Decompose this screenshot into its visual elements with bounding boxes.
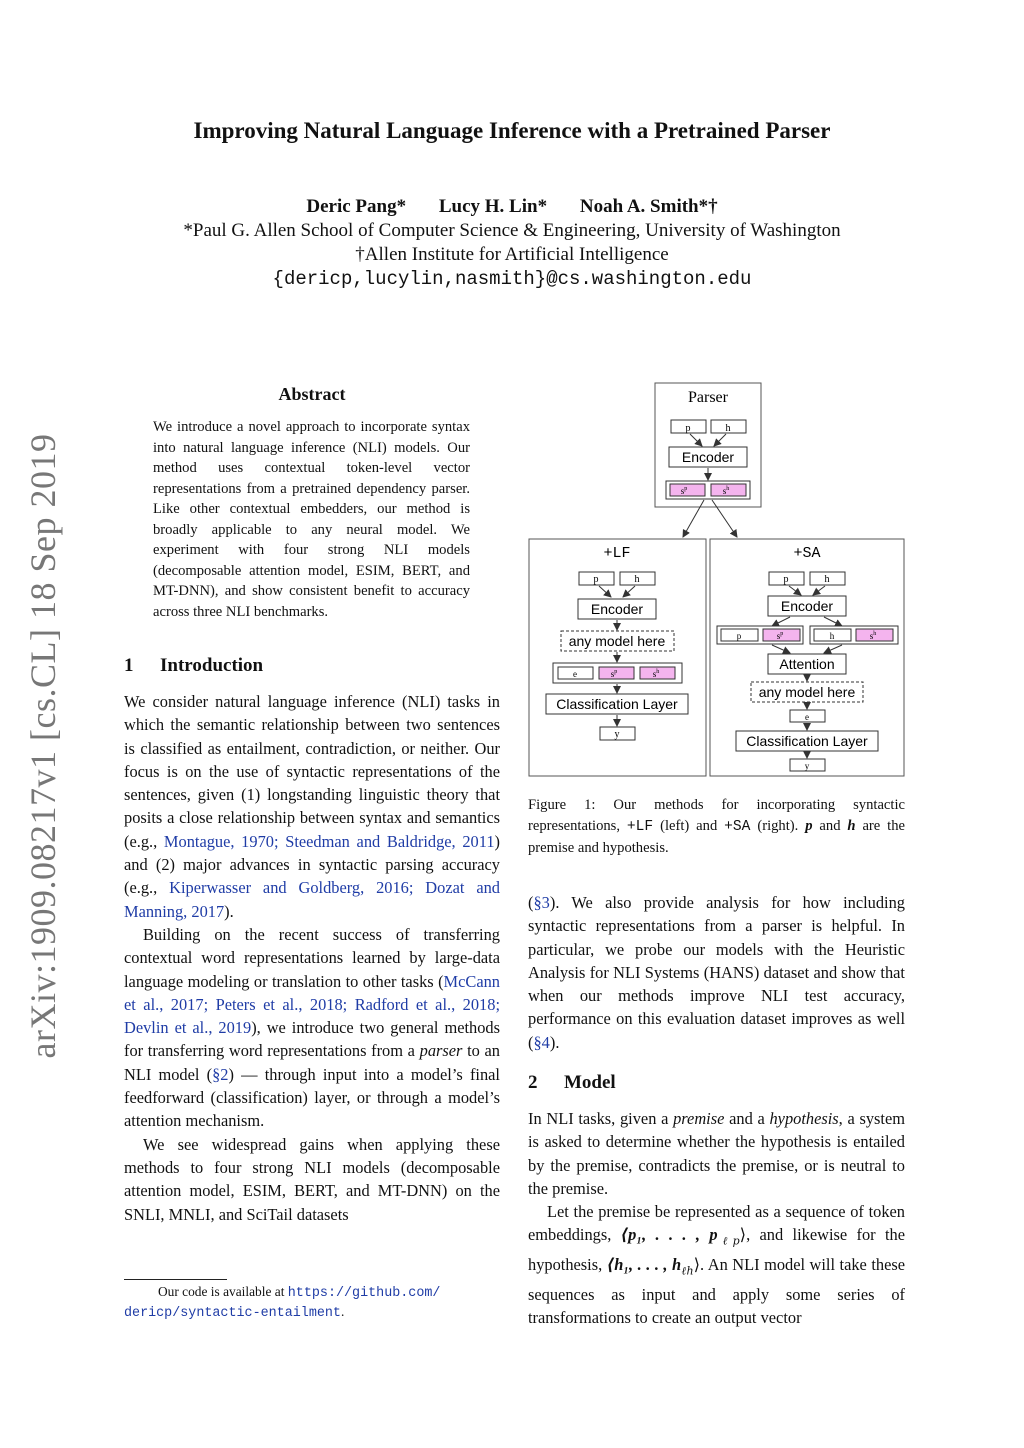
- citation-link[interactable]: Kiperwasser and Goldberg, 2016; Dozat and Manning, 2017: [124, 878, 501, 921]
- sa-arrow-h: [813, 586, 825, 595]
- lf-sp-label: $s^p$: [610, 669, 618, 679]
- model-emphasis: premise: [673, 1109, 725, 1128]
- author-3: Noah A. Smith*†: [579, 196, 718, 217]
- right-text: (: [528, 893, 534, 912]
- model-text: In NLI tasks, given a: [528, 1109, 674, 1128]
- sa-arrow-left-att: [772, 645, 790, 653]
- arxiv-stamp: arXiv:1909.08217v1 [cs.CL] 18 Sep 2019: [23, 433, 63, 1059]
- arrow-to-lf: [683, 500, 704, 537]
- hypothesis-sub: ℓh: [681, 1264, 694, 1278]
- abstract-text: We introduce a novel approach to incorporate syntax into natural language inference (NLI) models. Our method uses contextual token-level vector representations from a pretrained dependency parser. Like other contextual embedders, our method is broadly applicable to any neural model. We experiment with four strong NLI models (decomposable attention model, ESIM, BERT, and MT-DNN), and show consistent benefit to accuracy across three NLI benchmarks.: [153, 419, 470, 620]
- sa-attention-label: Attention: [779, 656, 835, 672]
- model-text: ⟩. An NLI model will take these sequences as input and apply some series of transformations to create an output vector: [528, 1255, 906, 1327]
- hypothesis-sequence: ⟨h₁, . . . , h: [606, 1255, 682, 1275]
- citation-link[interactable]: Montague, 1970; Steedman and Baldridge, 2011: [163, 831, 495, 851]
- caption-text: and: [812, 817, 848, 834]
- model-heading: [528, 1072, 616, 1094]
- parser-title: Parser: [688, 389, 728, 406]
- author-emails: {dericp,lucylin,nasmith}@cs.washington.edu: [272, 268, 752, 290]
- sa-arrow-enc-left: [772, 617, 790, 626]
- model-text: Let the premise be represented as a sequence of token embeddings,: [528, 1202, 905, 1245]
- model-paragraph-1: [528, 1107, 905, 1200]
- sa-classification-label: Classification Layer: [746, 733, 868, 749]
- code-url-link[interactable]: https://github.com/: [287, 1286, 441, 1301]
- lf-classification-label: Classification Layer: [556, 696, 678, 712]
- right-text: ). We also provide analysis for how including syntactic representations from a parser is helpful. In particular, we probe our models with the Heuristic Analysis for NLI Systems (HANS) dataset and show that when our methods improve NLI test accuracy, performance on this evaluation dataset improves as well (: [528, 893, 905, 1052]
- model-text: ⟩, and likewise for the hypothesis,: [528, 1225, 906, 1275]
- sa-encoder-label: Encoder: [780, 598, 834, 614]
- model-number: 2: [528, 1072, 538, 1093]
- model-body: [528, 1107, 905, 1329]
- sa-e-label: e: [805, 712, 809, 722]
- caption-text: are the premise and hypothesis.: [528, 817, 906, 856]
- paper-title: Improving Natural Language Inference with a Pretrained Parser: [193, 118, 831, 143]
- model-emphasis: hypothesis: [769, 1109, 839, 1128]
- footnote-end: .: [340, 1303, 345, 1319]
- intro-body: [124, 690, 500, 1226]
- parser-arrow-h: [714, 434, 726, 446]
- sa-left-p-label: p: [736, 631, 742, 641]
- premise-sub: ℓp: [717, 1234, 740, 1248]
- intro-text: ).: [224, 901, 234, 921]
- sa-arrow-enc-right: [824, 617, 842, 626]
- caption-sa: +SA: [724, 818, 751, 835]
- lf-encoder-label: Encoder: [590, 601, 644, 617]
- lf-y-label: y: [614, 729, 620, 740]
- caption-text: (left) and: [653, 817, 725, 834]
- sa-y-label: y: [804, 761, 810, 771]
- model-title: Model: [564, 1072, 616, 1093]
- model-text: , a system is asked to determine whether the hypothesis is entailed by the premise, contradicts the premise, or is neutral to the premise.: [528, 1109, 905, 1198]
- lf-e-label: e: [573, 669, 577, 679]
- intro-text: Building on the recent success of transferring contextual word representations learned by large-data language modeling or translation to other tasks (: [124, 924, 500, 991]
- parser-arrow-p: [690, 434, 702, 446]
- model-text: and a: [724, 1109, 770, 1128]
- caption-lf: +LF: [626, 818, 654, 835]
- section-link[interactable]: §4: [533, 1032, 550, 1052]
- footnote-text: Our code is available at: [158, 1284, 288, 1299]
- lf-p-label: p: [593, 574, 599, 585]
- citation-link[interactable]: McCann et al., 2017; Peters et al., 2018; Radford et al., 2018; Devlin et al., 2019: [124, 971, 500, 1038]
- code-url-link-cont[interactable]: dericp/syntactic-entailment: [124, 1305, 341, 1321]
- intro-emphasis: parser: [419, 1041, 463, 1061]
- right-paragraph: [528, 891, 905, 1054]
- intro-text: ) — through input into a model’s final feedforward (classification) layer, or through a model’s attention mechanism.: [124, 1064, 500, 1131]
- affiliation-uw: *Paul G. Allen School of Computer Science & Engineering, University of Washington: [183, 220, 841, 241]
- parser-p-label: p: [685, 423, 691, 434]
- figure-1-caption: [528, 795, 905, 858]
- caption-text: Figure 1: Our methods for incorporating syntactic representations,: [528, 797, 905, 834]
- sa-p-label: p: [783, 574, 789, 585]
- sa-arrow-right-att: [824, 645, 842, 653]
- intro-text: to an NLI model (: [124, 1041, 500, 1084]
- right-text: ).: [549, 1032, 560, 1052]
- sa-title: +SA: [793, 545, 821, 562]
- section-link[interactable]: §2: [212, 1064, 229, 1084]
- intro-heading: [124, 655, 263, 677]
- intro-paragraph-2: [124, 923, 500, 1133]
- intro-title: Introduction: [160, 655, 264, 676]
- intro-paragraph-3: We see widespread gains when applying these methods to four strong NLI models (decomposable attention model, ESIM, BERT, and MT-DNN) on the SNLI, MNLI, and SciTail datasets: [124, 1134, 500, 1224]
- sa-any-model-label: any model here: [758, 684, 856, 700]
- caption-h: h: [847, 817, 856, 834]
- author-1: Deric Pang*: [306, 196, 407, 217]
- author-2: Lucy H. Lin*: [438, 196, 548, 217]
- sa-sp-label: $s^p$: [776, 631, 784, 641]
- sa-h-label: h: [824, 574, 830, 585]
- intro-text: ) and (2) major advances in syntactic parsing accuracy (e.g.,: [124, 831, 500, 898]
- caption-text: (right).: [750, 817, 806, 834]
- section-link[interactable]: §3: [533, 893, 550, 912]
- parser-sp-box: [670, 484, 705, 496]
- right-paragraph-1: [528, 891, 905, 1054]
- sa-sh-label: $s^h$: [869, 631, 877, 641]
- author-list: [0, 196, 1024, 218]
- lf-h-label: h: [634, 574, 640, 585]
- footnote-rule: [124, 1279, 227, 1280]
- affiliation-ai2: †Allen Institute for Artificial Intelligence: [355, 244, 669, 265]
- sa-right-h-label: h: [829, 631, 835, 641]
- abstract-heading: Abstract: [278, 384, 346, 404]
- sa-arrow-p: [789, 586, 801, 595]
- figure-1-diagram: [526, 380, 908, 782]
- premise-sequence: ⟨p₁, . . . , p: [620, 1225, 718, 1245]
- intro-text: ), we introduce two general methods for transferring word representations from a: [124, 1018, 500, 1061]
- footnote: [124, 1283, 500, 1322]
- parser-sh-label: $s^h$: [722, 486, 730, 496]
- lf-arrow-h: [623, 586, 635, 597]
- parser-sp-label: $s^p$: [680, 486, 688, 496]
- caption-p: p: [805, 817, 813, 834]
- lf-any-model-label: any model here: [568, 633, 666, 649]
- intro-paragraph-1: [124, 690, 500, 923]
- lf-arrow-p: [599, 586, 611, 597]
- model-paragraph-2: [528, 1200, 905, 1329]
- parser-h-label: h: [725, 423, 731, 434]
- parser-encoder-label: Encoder: [681, 449, 735, 465]
- arrow-to-sa: [712, 500, 737, 537]
- lf-sh-label: $s^h$: [652, 669, 660, 679]
- intro-number: 1: [124, 655, 134, 676]
- lf-title: +LF: [603, 545, 631, 562]
- intro-text: We consider natural language inference (NLI) tasks in which the semantic relationship between two sentences is classified as entailment, contradiction, or neither. Our focus is on the use of syntactic representations of the sentences, given (1) longstanding linguistic theory that posits a close relationship between syntax and semantics (e.g.,: [124, 692, 500, 851]
